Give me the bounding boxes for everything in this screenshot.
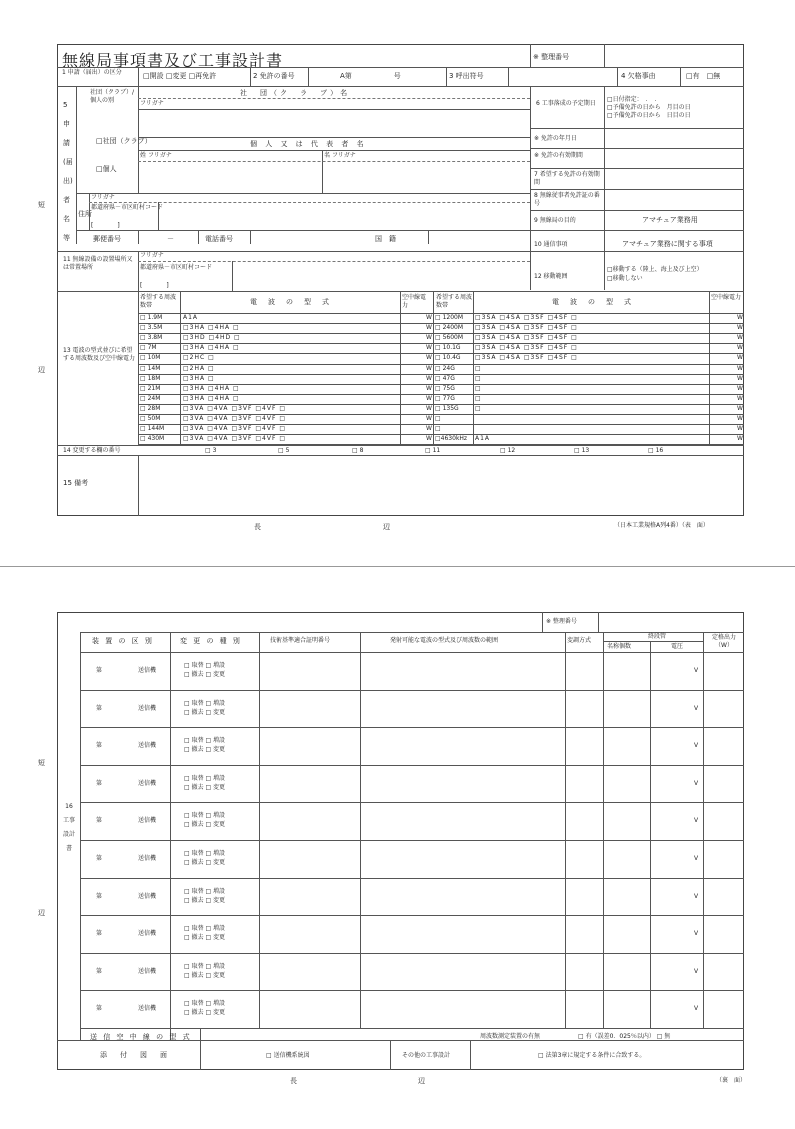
tx-row-label: 送信機 [138,855,157,862]
col-type-left: 電 波 の 型 式 [250,298,331,306]
tx-volt-unit: V [694,817,699,825]
r9-label: 9 無線局の目的 [534,217,576,224]
section16-label: 16 工事設計書 [62,803,75,852]
band-right-freq[interactable]: □ 75G [435,384,455,392]
band-right-types[interactable]: □3SA □4SA □3SF □4SF □ [475,354,578,362]
tx-change-2[interactable]: □ 撤去 □ 変更 [184,746,226,754]
tx-change-2[interactable]: □ 撤去 □ 変更 [184,708,226,716]
serial-label: ※ 整理番号 [533,53,570,61]
r6-label: 6 工事落成の予定期日 [536,100,596,107]
band-right-types[interactable]: □3SA □4SA □3SF □4SF □ [475,334,578,342]
addr-furigana: フリガナ [91,194,115,201]
tx-volt-unit: V [694,1005,699,1013]
band-right-unit: W [737,404,743,412]
col-freq-left: 希望する周波数帯 [140,294,177,309]
r11-code-label: 都道府県－市区町村コード [140,264,213,271]
band-left-freq[interactable]: □ 14M [140,364,161,372]
r14-item-8[interactable]: □ 8 [352,447,364,454]
tx-change-1[interactable]: □ 取替 □ 増設 [184,850,226,857]
tx-row-label: 送信機 [138,930,157,938]
individual-choice[interactable]: □個人 [96,165,117,173]
tx-change-1[interactable]: □ 取替 □ 増設 [184,925,226,933]
band-right-unit: W [737,394,743,402]
r11-label: 11 無線設備の設置場所又は常置場所 [63,256,133,271]
r10-value: アマチュア業務に関する事項 [622,240,713,248]
freq-meter-label: 周波数測定装置の有無 [480,1033,541,1040]
band-left-types[interactable]: □3HA □ [183,374,215,382]
band-right-types[interactable]: □ [475,404,482,412]
band-left-types[interactable]: □3HA □4HA □ [183,344,240,352]
tx-change-1[interactable]: □ 取替 □ 増設 [184,774,226,782]
band-left-unit: W [426,374,432,382]
r8-label: 8 無線従事者免許証の番号 [534,192,600,207]
r4-label: 4 欠格事由 [621,72,656,80]
band-right-types[interactable]: □3SA □4SA □3SF □4SF □ [475,344,578,352]
band-right-unit: W [737,344,743,352]
band-right-freq[interactable]: □ [435,425,441,433]
tx-row-divider [80,690,744,691]
band-left-freq[interactable]: □ 18M [140,374,161,382]
band-left-freq[interactable]: □ 144M [140,425,165,433]
tx-row-divider [80,727,744,728]
r9-value: アマチュア業務用 [642,216,698,224]
club-label: 社団（クラブ）/個人の別 [90,89,135,104]
r1-options[interactable]: □開設 □変更 □再免許 [143,72,217,80]
tx-change-2[interactable]: □ 撤去 □ 変更 [184,934,226,942]
tx-row-divider [80,840,744,841]
tx-row-label: 送信機 [138,742,157,750]
r12-opt-1[interactable]: □移動する（陸上、海上及び上空） [607,266,703,273]
back-serial-label: ※ 整理番号 [546,618,577,625]
back-bottom-edge: 辺 [418,1077,425,1085]
tx-change-2[interactable]: □ 撤去 □ 変更 [184,896,226,904]
antenna-label: 送 信 空 中 線 の 型 式 [90,1033,192,1041]
license-date-label: ※ 免許の年月日 [534,135,577,142]
band-right-freq[interactable]: □ [435,415,441,422]
band-left-unit: W [426,415,432,422]
person-header: 個 人 又 は 代 表 者 名 [250,140,367,148]
band-right-types[interactable]: □3SA □4SA □3SF □4SF □ [475,324,578,332]
h-change: 変 更 の 種 別 [180,637,242,645]
tx-volt-unit: V [694,779,699,787]
tx-volt-unit: V [694,967,699,975]
band-left-types[interactable]: □2HA □ [183,364,215,372]
tx-row-ordinal: 第 [96,967,103,975]
mei-furigana: フリガナ [332,152,356,159]
r1-label: 1 申請（届出）の区分 [62,69,122,76]
tx-row-ordinal: 第 [96,704,103,712]
tx-volt-unit: V [694,667,699,674]
band-right-freq[interactable]: □4630kHz [435,435,468,443]
tx-change-2[interactable]: □ 撤去 □ 変更 [184,671,226,678]
attach-2-label: その他の工事設計 [402,1052,451,1059]
band-left-unit: W [426,384,432,392]
band-right-unit: W [737,324,743,332]
addr-code-label: 都道府県－市区町村コード [91,204,164,211]
license-period-label: ※ 免許の有効期間 [534,152,583,159]
band-right-unit: W [737,374,743,382]
band-left-freq[interactable]: □ 10M [140,354,161,362]
band-left-types[interactable]: □3VA □4VA □3VF □4VF □ [183,404,287,412]
tx-change-1[interactable]: □ 取替 □ 増設 [184,662,226,669]
tx-change-1[interactable]: □ 取替 □ 増設 [184,699,226,707]
r2-label: 2 免許の番号 [253,72,295,80]
r11-bracket[interactable]: [ ] [140,282,169,289]
band-left-unit: W [426,344,432,352]
band-left-unit: W [426,404,432,412]
tx-row-ordinal: 第 [96,667,103,674]
back-bottom-long: 長 [290,1077,297,1085]
band-left-unit: W [426,354,432,362]
band-left-types[interactable]: □2HC □ [183,354,215,362]
tx-volt-unit: V [694,742,699,750]
h-cert: 技術基準適合証明番号 [270,637,331,644]
club-furigana: フリガナ [140,100,164,107]
tx-change-2[interactable]: □ 撤去 □ 変更 [184,971,226,979]
band-left-freq[interactable]: □ 3.5M [140,324,163,332]
tx-row-divider [80,802,744,803]
front-footnote: （日本工業規格A列4番）（表 面） [614,522,709,529]
tx-row-divider [80,878,744,879]
band-left-freq[interactable]: □ 28M [140,404,161,412]
tx-row-divider [80,953,744,954]
tx-change-2[interactable]: □ 撤去 □ 変更 [184,859,226,866]
band-right-unit: W [737,364,743,372]
tx-row-ordinal: 第 [96,892,103,900]
band-right-unit: W [737,354,743,362]
col-type-right: 電 波 の 型 式 [552,298,633,306]
band-left-freq[interactable]: □ 1.9M [140,314,163,321]
front-bottom-long: 長 [254,523,261,531]
tx-row-ordinal: 第 [96,855,103,862]
freq-meter-opts[interactable]: □ 有（誤差0．025％以内） □ 無 [578,1033,671,1040]
band-right-types[interactable]: A1A [475,435,491,443]
band-left-freq[interactable]: □ 24M [140,394,161,402]
band-left-types[interactable]: □3HA □4HA □ [183,324,240,332]
col-freq-right: 希望する周波数帯 [436,294,473,309]
band-left-types[interactable]: □3VA □4VA □3VF □4VF □ [183,435,287,443]
addr-label: 住所 [78,210,92,218]
tx-row-ordinal: 第 [96,930,103,938]
r4-options[interactable]: □有 □無 [686,72,721,80]
tx-row-label: 送信機 [138,892,157,900]
r12-label: 12 移動範囲 [534,273,568,280]
r14-item-3[interactable]: □ 3 [205,447,217,454]
band-left-unit: W [426,324,432,332]
band-left-types[interactable]: □3HD □4HD □ [183,334,241,342]
r15-label: 15 備考 [63,479,89,487]
tx-change-2[interactable]: □ 撤去 □ 変更 [184,1009,226,1017]
band-left-freq[interactable]: □ 21M [140,384,161,392]
band-left-unit: W [426,394,432,402]
front-side-edge: 辺 [38,366,45,374]
col-power-right: 空中線電力 [711,294,742,301]
band-left-unit: W [426,425,432,433]
r14-item-16[interactable]: □ 16 [648,447,664,454]
tx-volt-unit: V [694,892,699,900]
col-power-left: 空中線電力 [402,294,427,309]
phone-label: 電話番号 [205,235,233,243]
r6-opt-1[interactable]: □日付指定： ． ． [607,96,661,103]
tx-row-ordinal: 第 [96,742,103,750]
back-side-edge: 辺 [38,909,45,917]
h-rated: 定格出力（W） [711,634,736,649]
band-right-freq[interactable]: □ 10.1G [435,344,461,352]
r14-item-12[interactable]: □ 12 [500,447,516,454]
front-side-short: 短 [38,201,45,209]
band-right-freq[interactable]: □ 1200M [435,314,464,321]
band-right-freq[interactable]: □ 10.4G [435,354,461,362]
r7-label: 7 希望する免許の有効期間 [534,171,600,186]
h-mod: 変調方式 [567,637,592,644]
band-right-types[interactable]: □ [475,364,482,372]
tx-row-label: 送信機 [138,1005,157,1013]
tx-row-ordinal: 第 [96,1005,103,1013]
band-right-unit: W [737,334,743,342]
attach-2[interactable]: □ 法第3章に規定する条件に合致する。 [538,1052,646,1059]
band-left-types[interactable]: □3HA □4HA □ [183,384,240,392]
band-right-unit: W [737,314,743,321]
tx-row-divider [80,915,744,916]
band-right-types[interactable]: □ [475,394,482,402]
tx-change-1[interactable]: □ 取替 □ 増設 [184,1000,226,1008]
h-device: 装 置 の 区 別 [92,637,154,645]
h-name: 名称個数 [607,643,632,650]
club-header: 社 団（ク ラ ブ）名 [240,89,351,97]
form-title: 無線局事項書及び工事設計書 [62,51,284,70]
tx-row-ordinal: 第 [96,817,103,825]
tx-volt-unit: V [694,855,699,862]
band-left-freq[interactable]: □ 7M [140,344,157,352]
sei-furigana: フリガナ [148,152,172,159]
attach-1[interactable]: □ 送信機系統図 [266,1052,310,1059]
band-left-types[interactable]: □3VA □4VA □3VF □4VF □ [183,415,287,422]
band-left-freq[interactable]: □ 430M [140,435,165,443]
postal-dash: － [167,235,174,243]
r6-opt-2[interactable]: □予備免許の日から 月目の日 [607,104,691,111]
r10-label: 10 通信事項 [534,241,568,248]
band-right-unit: W [737,435,743,443]
band-left-freq[interactable]: □ 3.8M [140,334,163,342]
back-side-short: 短 [38,759,45,767]
band-right-freq[interactable]: □ 2400M [435,324,464,332]
band-right-freq[interactable]: □ 135G [435,404,459,412]
h-volt: 電圧 [671,643,684,650]
postal-label: 郵便番号 [93,235,121,243]
tx-row-ordinal: 第 [96,779,103,787]
tx-row-divider [80,990,744,991]
front-bottom-edge: 辺 [383,523,390,531]
tx-change-1[interactable]: □ 取替 □ 増設 [184,962,226,970]
tx-row-label: 送信機 [138,667,157,674]
tx-row-label: 送信機 [138,779,157,787]
band-left-unit: W [426,314,432,321]
nationality-label: 国 籍 [375,235,396,243]
r13-label: 13 電波の型式並びに希望する周波数及び空中線電力 [63,347,136,362]
r2-value: A第 号 [340,72,401,80]
back-frame [57,612,744,1070]
mei-label: 名 [324,152,331,159]
r3-label: 3 呼出符号 [449,72,484,80]
club-choice[interactable]: □社団（クラブ） [96,137,152,145]
tx-change-1[interactable]: □ 取替 □ 増設 [184,812,226,820]
r6-opt-3[interactable]: □予備免許の日から 日目の日 [607,112,691,119]
tx-row-label: 送信機 [138,704,157,712]
band-left-unit: W [426,435,432,443]
r11-furigana: フリガナ [140,252,164,259]
r12-opt-2[interactable]: □移動しない [607,275,643,282]
band-right-unit: W [737,415,743,422]
tx-change-2[interactable]: □ 撤去 □ 変更 [184,821,226,829]
tx-change-2[interactable]: □ 撤去 □ 変更 [184,783,226,791]
tx-row-label: 送信機 [138,967,157,975]
band-right-types[interactable]: □ [475,374,482,382]
band-right-freq[interactable]: □ 5600M [435,334,464,342]
band-left-types[interactable]: □3HA □4HA □ [183,394,240,402]
band-left-unit: W [426,364,432,372]
back-footnote: （裏 面） [716,1077,747,1084]
r14-label: 14 変更する欄の番号 [63,447,121,454]
band-left-unit: W [426,334,432,342]
tx-row-divider [80,765,744,766]
band-right-types[interactable]: □3SA □4SA □3SF □4SF □ [475,314,578,321]
band-left-freq[interactable]: □ 50M [140,415,161,422]
r14-item-5[interactable]: □ 5 [278,447,290,454]
band-right-freq[interactable]: □ 24G [435,364,455,372]
h-range: 発射可能な電波の型式及び周波数の範囲 [390,637,499,644]
band-right-freq[interactable]: □ 77G [435,394,455,402]
h-final: 終段管 [648,633,667,640]
attach-label: 添 付 図 面 [100,1051,170,1059]
sei-label: 姓 [140,152,147,159]
addr-code-bracket[interactable]: [ ] [91,222,120,229]
band-right-unit: W [737,384,743,392]
tx-volt-unit: V [694,930,699,938]
band-right-types[interactable]: □ [475,384,482,392]
tx-change-1[interactable]: □ 取替 □ 増設 [184,887,226,895]
tx-row-label: 送信機 [138,817,157,825]
band-right-freq[interactable]: □ 47G [435,374,455,382]
band-left-types[interactable]: □3VA □4VA □3VF □4VF □ [183,425,287,433]
tx-volt-unit: V [694,704,699,712]
tx-change-1[interactable]: □ 取替 □ 増設 [184,737,226,745]
page-separator [0,566,795,567]
band-left-types[interactable]: A1A [183,314,199,321]
band-right-unit: W [737,425,743,433]
r14-item-13[interactable]: □ 13 [574,447,590,454]
r14-item-11[interactable]: □ 11 [425,447,441,454]
r5-label: 5 申請(届出)者名等 [63,101,73,242]
